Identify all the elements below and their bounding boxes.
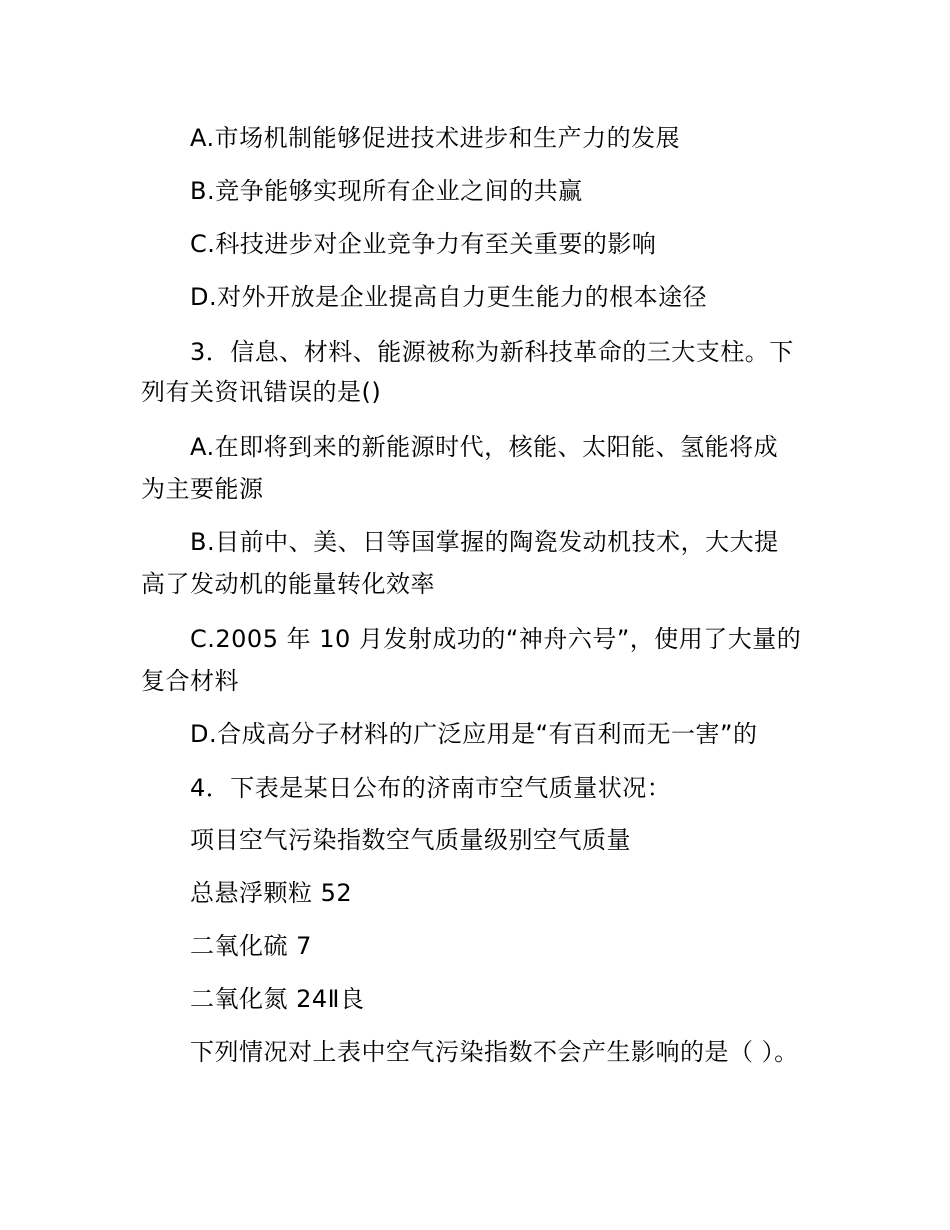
question-3-line-1: 3．信息、材料、能源被称为新科技革命的三大支柱。下: [190, 338, 794, 366]
q3-option-b-line-2: 高了发动机的能量转化效率: [141, 570, 435, 598]
option-d-opening-up: D.对外开放是企业提高自力更生能力的根本途径: [190, 283, 708, 311]
q3-option-c-line-2: 复合材料: [141, 667, 239, 695]
table-row-so2: 二氧化硫 7: [190, 932, 312, 960]
table-row-no2: 二氧化氮 24Ⅱ良: [190, 985, 365, 1013]
option-c-tech-progress: C.科技进步对企业竞争力有至关重要的影响: [190, 230, 657, 258]
q3-option-a-line-1: A.在即将到来的新能源时代，核能、太阳能、氢能将成: [190, 433, 779, 461]
option-b-competition: B.竞争能够实现所有企业之间的共赢: [190, 177, 583, 205]
option-a-market-mechanism: A.市场机制能够促进技术进步和生产力的发展: [190, 124, 681, 152]
q3-option-b-line-1: B.目前中、美、日等国掌握的陶瓷发动机技术，大大提: [190, 528, 779, 556]
q3-option-a-line-2: 为主要能源: [141, 475, 264, 503]
q3-option-d: D.合成高分子材料的广泛应用是“有百利而无一害”的: [190, 720, 758, 748]
question-3-line-2: 列有关资讯错误的是(): [141, 378, 382, 406]
table-header-row: 项目空气污染指数空气质量级别空气质量: [190, 826, 631, 854]
table-row-tsp: 总悬浮颗粒 52: [190, 879, 353, 907]
q3-option-c-line-1: C.2005 年 10 月发射成功的“神舟六号”，使用了大量的: [190, 625, 802, 653]
question-4-prompt: 下列情况对上表中空气污染指数不会产生影响的是（ ）。: [190, 1038, 799, 1066]
question-4-stem: 4．下表是某日公布的济南市空气质量状况：: [190, 774, 672, 802]
